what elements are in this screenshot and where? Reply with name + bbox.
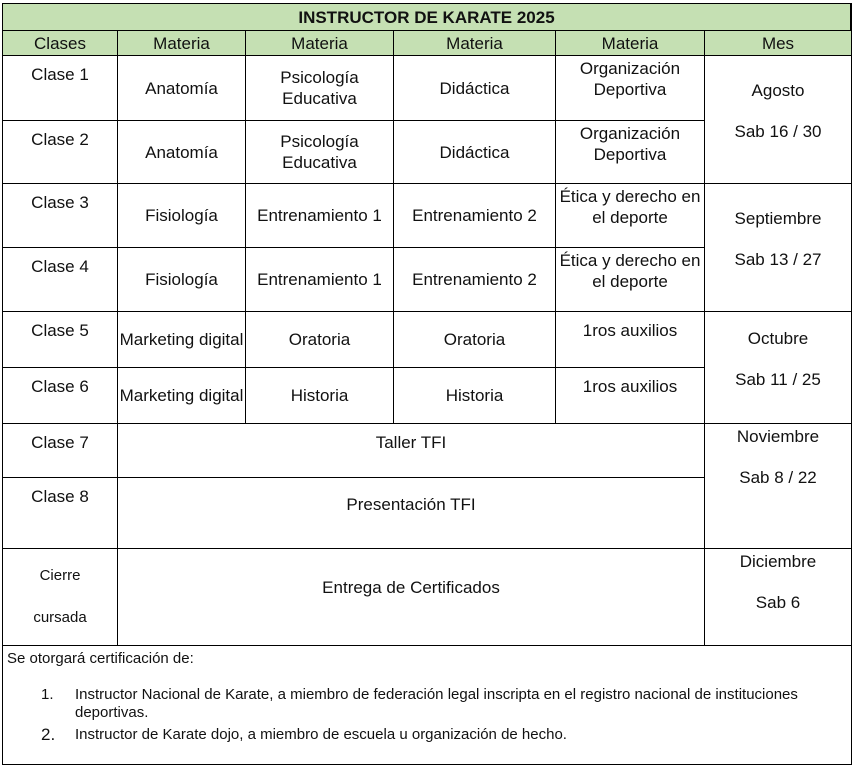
materia-cell: Ética y derecho en el deporte — [556, 248, 705, 312]
clase-3: Clase 3 — [3, 184, 118, 248]
certification-list — [3, 686, 823, 748]
mes-diciembre — [705, 549, 851, 646]
header-clases: Clases — [3, 31, 118, 56]
materia-cell: Anatomía — [118, 56, 246, 121]
entrega-certificados: Entrega de Certificados — [118, 549, 705, 646]
mes-agosto — [705, 56, 851, 184]
materia-cell: Didáctica — [394, 56, 556, 121]
materia-cell: Entrenamiento 1 — [246, 184, 394, 248]
mes-octubre — [705, 312, 851, 424]
header-materia-2: Materia — [246, 31, 394, 56]
materia-cell: Ética y derecho en el deporte — [556, 184, 705, 248]
materia-cell: Fisiología — [118, 184, 246, 248]
mes-noviembre — [705, 424, 851, 549]
mes-name: Diciembre — [739, 552, 817, 571]
materia-cell: Organización Deportiva — [556, 56, 705, 121]
materia-cell: Oratoria — [246, 312, 394, 368]
mes-name: Agosto — [751, 81, 805, 100]
materia-cell: Historia — [394, 368, 556, 424]
mes-fechas: Sab 13 / 27 — [734, 250, 822, 269]
schedule-document — [2, 3, 852, 765]
header-mes: Mes — [705, 31, 851, 56]
certification-intro: Se otorgará certificación de: — [7, 650, 194, 667]
cierre-line-1: Cierre — [39, 567, 81, 584]
materia-cell: Historia — [246, 368, 394, 424]
mes-fechas: Sab 16 / 30 — [734, 122, 822, 141]
mes-name: Noviembre — [736, 427, 820, 446]
mes-fechas: Sab 8 / 22 — [739, 468, 817, 487]
mes-name: Octubre — [747, 329, 809, 348]
list-number: 1. — [41, 686, 54, 703]
presentacion-tfi: Presentación TFI — [118, 478, 705, 549]
materia-cell: Marketing digital — [118, 368, 246, 424]
materia-cell: Entrenamiento 1 — [246, 248, 394, 312]
header-materia-4: Materia — [556, 31, 705, 56]
header-materia-3: Materia — [394, 31, 556, 56]
materia-cell: Anatomía — [118, 121, 246, 184]
clase-7: Clase 7 — [3, 424, 118, 478]
clase-8: Clase 8 — [3, 478, 118, 549]
materia-cell: Didáctica — [394, 121, 556, 184]
taller-tfi: Taller TFI — [118, 424, 705, 478]
materia-cell: Psicología Educativa — [246, 56, 394, 121]
list-item — [3, 686, 823, 722]
materia-cell: Psicología Educativa — [246, 121, 394, 184]
mes-septiembre — [705, 184, 851, 312]
mes-name: Septiembre — [734, 209, 822, 228]
list-text: Instructor Nacional de Karate, a miembro de federación legal inscripta en el registro nacional de instituciones deportivas. — [75, 686, 798, 721]
mes-fechas: Sab 11 / 25 — [735, 370, 821, 389]
cierre-cursada — [3, 549, 118, 646]
clase-6: Clase 6 — [3, 368, 118, 424]
table-title: INSTRUCTOR DE KARATE 2025 — [3, 4, 851, 31]
list-text: Instructor de Karate dojo, a miembro de escuela u organización de hecho. — [75, 726, 567, 743]
materia-cell: Entrenamiento 2 — [394, 184, 556, 248]
materia-cell: Entrenamiento 2 — [394, 248, 556, 312]
materia-cell: Oratoria — [394, 312, 556, 368]
cierre-line-2: cursada — [33, 609, 87, 626]
clase-5: Clase 5 — [3, 312, 118, 368]
list-number: 2. — [41, 725, 56, 744]
materia-cell: Fisiología — [118, 248, 246, 312]
mes-fechas: Sab 6 — [755, 593, 801, 612]
materia-cell: 1ros auxilios — [556, 312, 705, 368]
materia-cell: 1ros auxilios — [556, 368, 705, 424]
header-materia-1: Materia — [118, 31, 246, 56]
clase-1: Clase 1 — [3, 56, 118, 121]
clase-4: Clase 4 — [3, 248, 118, 312]
list-item — [3, 726, 823, 744]
materia-cell: Marketing digital — [118, 312, 246, 368]
materia-cell: Organización Deportiva — [556, 121, 705, 184]
clase-2: Clase 2 — [3, 121, 118, 184]
